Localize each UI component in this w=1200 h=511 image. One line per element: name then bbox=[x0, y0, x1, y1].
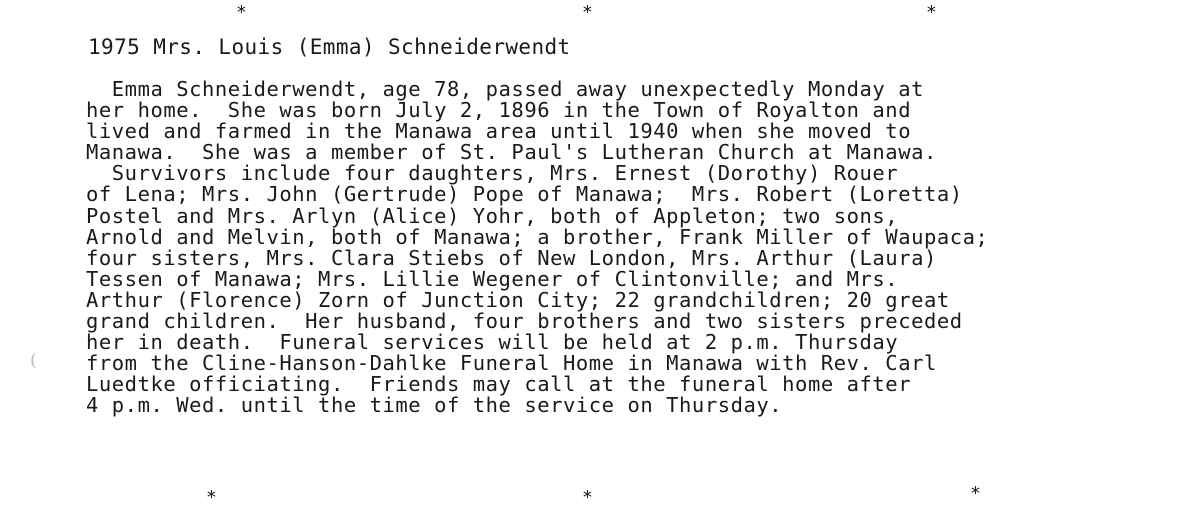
obituary-line: her home. She was born July 2, 1896 in the Town of Royalton and bbox=[86, 98, 912, 123]
obituary-line: Arnold and Melvin, both of Manawa; a brother, Frank Miller of Waupaca; bbox=[86, 224, 989, 249]
star-ornament-bottom-left: * bbox=[206, 487, 217, 508]
obituary-line: Luedtke officiating. Friends may call at the funeral home after bbox=[86, 372, 912, 397]
star-ornament-top-left: * bbox=[236, 2, 247, 23]
obituary-line: Tessen of Manawa; Mrs. Lillie Wegener of Clintonville; and Mrs. bbox=[86, 266, 899, 291]
obituary-body bbox=[86, 79, 988, 417]
obituary-line: four sisters, Mrs. Clara Stiebs of New London, Mrs. Arthur (Laura) bbox=[86, 245, 937, 270]
obituary-line: Arthur (Florence) Zorn of Junction City; 22 grandchildren; 20 great bbox=[86, 287, 950, 312]
star-ornament-top-center: * bbox=[582, 2, 593, 23]
obituary-heading: 1975 Mrs. Louis (Emma) Schneiderwendt bbox=[88, 35, 571, 59]
obituary-line: 4 p.m. Wed. until the time of the service on Thursday. bbox=[86, 393, 783, 418]
obituary-line: from the Cline-Hanson-Dahlke Funeral Home in Manawa with Rev. Carl bbox=[86, 351, 937, 376]
obituary-line: of Lena; Mrs. John (Gertrude) Pope of Manawa; Mrs. Robert (Loretta) bbox=[86, 182, 963, 207]
obituary-line: Manawa. She was a member of St. Paul's Lutheran Church at Manawa. bbox=[86, 140, 937, 165]
obituary-line: grand children. Her husband, four brothers and two sisters preceded bbox=[86, 309, 963, 334]
obituary-line: Postel and Mrs. Arlyn (Alice) Yohr, both of Appleton; two sons, bbox=[86, 203, 899, 228]
obituary-line: Emma Schneiderwendt, age 78, passed away unexpectedly Monday at bbox=[86, 77, 924, 101]
margin-mark: ( bbox=[30, 350, 38, 371]
star-ornament-top-right: * bbox=[926, 2, 937, 23]
star-ornament-bottom-center: * bbox=[582, 487, 593, 508]
star-ornament-bottom-right: * bbox=[970, 483, 981, 504]
obituary-line: Survivors include four daughters, Mrs. Ernest (Dorothy) Rouer bbox=[86, 161, 899, 186]
obituary-line: her in death. Funeral services will be held at 2 p.m. Thursday bbox=[86, 330, 899, 355]
obituary-line: lived and farmed in the Manawa area until 1940 when she moved to bbox=[86, 119, 912, 144]
